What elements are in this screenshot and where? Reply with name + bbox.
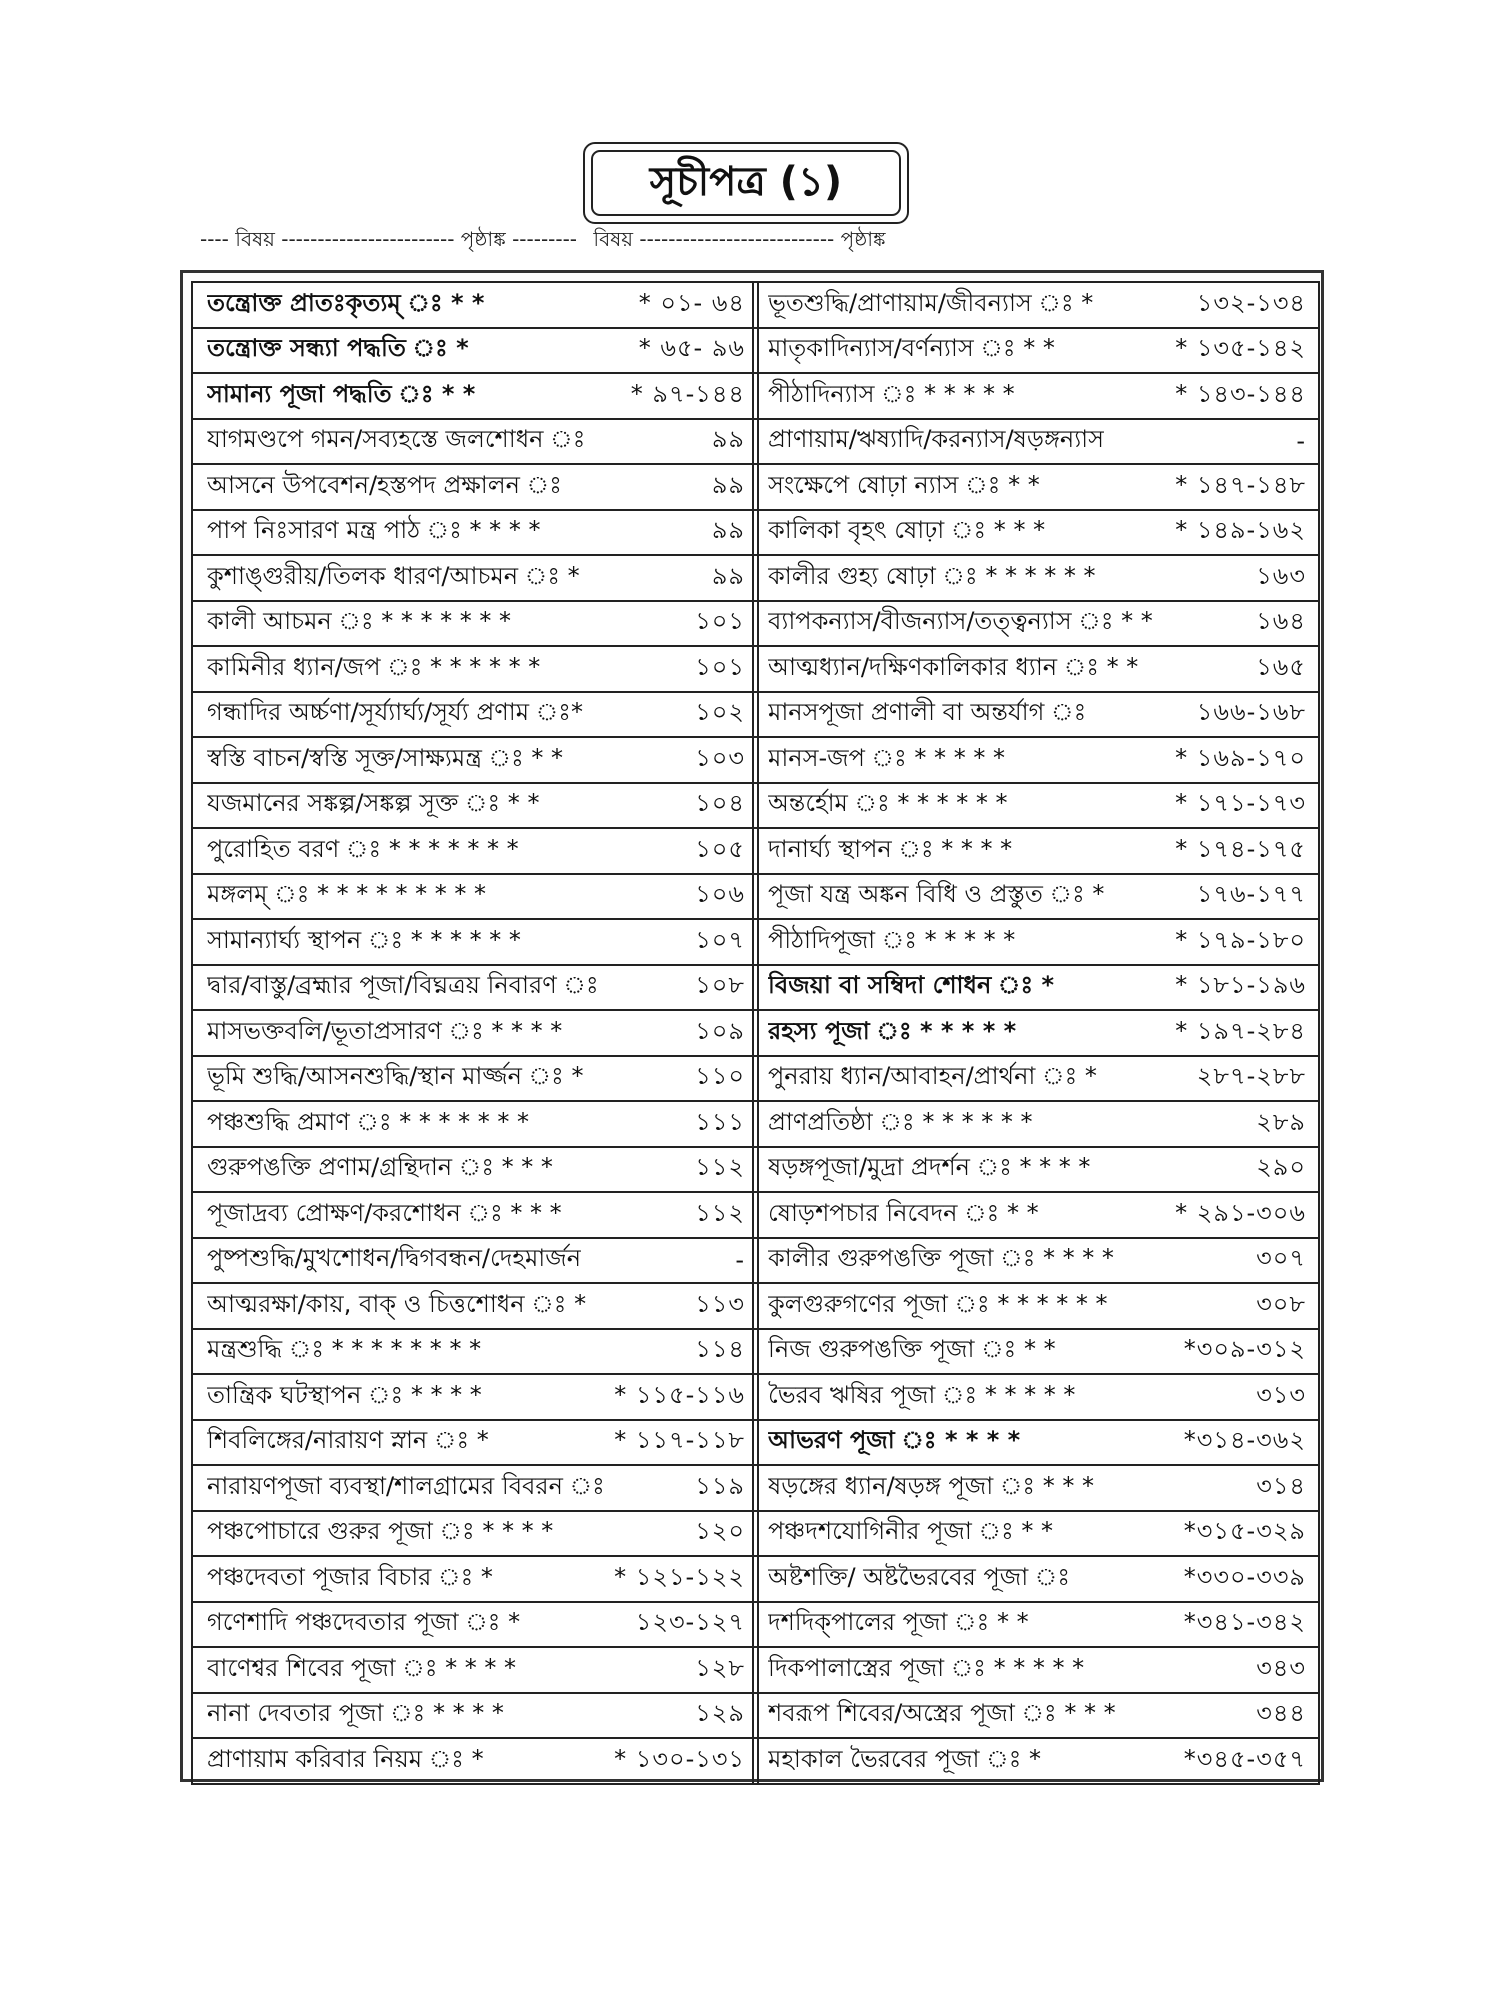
toc-row — [752, 964, 1320, 1010]
toc-entry-page: ১৬৩ — [1256, 561, 1306, 590]
toc-entry-label: দশদিক্পালের পূজা ঃ * * — [768, 1608, 1029, 1637]
toc-row — [752, 1419, 1320, 1465]
title-box — [583, 142, 909, 224]
toc-row — [752, 1555, 1320, 1601]
toc-row — [752, 554, 1320, 600]
toc-entry-label: প্রাণায়াম/ঋষ্যাদি/করন্যাস/ষড়ঙ্গন্যাস — [768, 425, 1104, 454]
toc-entry-label: তন্ত্রোক্ত প্রাতঃকৃত্যম্ ঃ * * — [207, 288, 485, 317]
toc-entry-page: * ১৭৪-১৭৫ — [1175, 834, 1306, 863]
toc-row — [752, 1737, 1320, 1785]
toc-entry-page: ২৮৭-২৮৮ — [1196, 1062, 1306, 1091]
toc-entry-label: পূজা যন্ত্র অঙ্কন বিধি ও প্রস্তুত ঃ * — [768, 880, 1105, 909]
toc-entry-page: ৯৯ — [711, 425, 745, 454]
toc-entry-page: ১০৭ — [695, 925, 745, 954]
toc-row — [191, 1055, 759, 1101]
toc-entry-label: মহাকাল ভৈরবের পূজা ঃ * — [768, 1744, 1042, 1773]
toc-entry-label: নারায়ণপূজা ব্যবস্থা/শালগ্রামের বিবরন ঃ — [207, 1471, 605, 1500]
toc-entry-page: ৩১৪ — [1256, 1471, 1306, 1500]
toc-entry-label: পূজাদ্রব্য প্রোক্ষণ/করশোধন ঃ * * * — [207, 1198, 562, 1227]
toc-entry-label: অষ্টশক্তি/ অষ্টভৈরবের পূজা ঃ — [768, 1562, 1071, 1591]
toc-row — [752, 1328, 1320, 1374]
toc-row — [191, 372, 759, 418]
toc-entry-page: ১০৪ — [695, 789, 745, 818]
toc-entry-label: ব্যাপকন্যাস/বীজন্যাস/তত্ত্বন্যাস ঃ * * — [768, 607, 1153, 636]
toc-entry-page: ১৬৬-১৬৮ — [1196, 698, 1306, 727]
toc-row — [752, 1055, 1320, 1101]
toc-row — [191, 281, 759, 327]
toc-entry-label: ভূমি শুদ্ধি/আসনশুদ্ধি/স্থান মার্জ্জন ঃ * — [207, 1062, 584, 1091]
toc-entry-label: ভৈরব ঋষির পূজা ঃ * * * * * — [768, 1380, 1076, 1409]
toc-row — [752, 1646, 1320, 1692]
toc-row — [191, 509, 759, 555]
toc-entry-label: ষোড়শপচার নিবেদন ঃ * * — [768, 1198, 1039, 1227]
toc-entry-label: পাপ নিঃসারণ মন্ত্র পাঠ ঃ * * * * — [207, 516, 541, 545]
toc-row — [191, 782, 759, 828]
toc-entry-page: ৩০৮ — [1256, 1289, 1306, 1318]
toc-entry-page: * ৯৭-১৪৪ — [630, 379, 745, 408]
toc-row — [191, 736, 759, 782]
toc-entry-page: ১০৫ — [695, 834, 745, 863]
toc-row — [191, 1100, 759, 1146]
toc-entry-page: ১২৮ — [695, 1653, 745, 1682]
column-header-left: ---- বিষয় ------------------------ পৃষ্ঠাঙ্ক --------- — [200, 227, 578, 251]
toc-entry-label: আত্মধ্যান/দক্ষিণকালিকার ধ্যান ঃ * * — [768, 652, 1139, 681]
toc-entry-label: পুনরায় ধ্যান/আবাহন/প্রার্থনা ঃ * — [768, 1062, 1097, 1091]
toc-entry-label: পঞ্চদশযোগিনীর পূজা ঃ * * — [768, 1517, 1054, 1546]
toc-entry-label: নানা দেবতার পূজা ঃ * * * * — [207, 1699, 504, 1728]
toc-entry-label: দ্বার/বাস্তু/ব্রহ্মার পূজা/বিঘ্নত্রয় নিবারণ ঃ — [207, 971, 599, 1000]
toc-row — [752, 1692, 1320, 1738]
toc-entry-label: ষড়ঙ্গের ধ্যান/ষড়ঙ্গ পূজা ঃ * * * — [768, 1471, 1094, 1500]
toc-entry-page: *৩৪১-৩৪২ — [1183, 1608, 1306, 1637]
toc-row — [752, 281, 1320, 327]
toc-row — [752, 1464, 1320, 1510]
toc-entry-page: * ২৯১-৩০৬ — [1175, 1198, 1306, 1227]
toc-row — [191, 554, 759, 600]
toc-entry-page: - — [735, 1246, 745, 1275]
contents-table — [180, 270, 1324, 1782]
toc-entry-label: বাণেশ্বর শিবের পূজা ঃ * * * * — [207, 1653, 517, 1682]
toc-entry-label: মঙ্গলম্ ঃ * * * * * * * * * — [207, 880, 487, 909]
toc-row — [191, 827, 759, 873]
toc-entry-label: দানার্ঘ্য স্থাপন ঃ * * * * — [768, 834, 1013, 863]
toc-row — [191, 1419, 759, 1465]
toc-row — [752, 600, 1320, 646]
toc-entry-label: শিবলিঙ্গের/নারায়ণ স্নান ঃ * — [207, 1426, 489, 1455]
toc-entry-label: যজমানের সঙ্কল্প/সঙ্কল্প সূক্ত ঃ * * — [207, 789, 540, 818]
toc-row — [752, 327, 1320, 373]
toc-entry-label: পীঠাদিপূজা ঃ * * * * * — [768, 925, 1016, 954]
toc-row — [752, 1100, 1320, 1146]
toc-row — [191, 1601, 759, 1647]
toc-row — [191, 918, 759, 964]
toc-row — [752, 918, 1320, 964]
toc-entry-page: * ১৭১-১৭৩ — [1175, 789, 1306, 818]
toc-entry-page: ১১৩ — [695, 1289, 745, 1318]
toc-entry-page: ১০২ — [695, 698, 745, 727]
toc-row — [752, 372, 1320, 418]
toc-entry-page: * ১৭৯-১৮০ — [1175, 925, 1306, 954]
toc-entry-label: সংক্ষেপে ষোঢ়া ন্যাস ঃ * * — [768, 470, 1040, 499]
toc-entry-label: নিজ গুরুপঙক্তি পূজা ঃ * * — [768, 1335, 1056, 1364]
toc-entry-page: ৯৯ — [711, 516, 745, 545]
toc-entry-page: ১২০ — [695, 1517, 745, 1546]
toc-entry-label: বিজয়া বা সম্বিদা শোধন ঃ * — [768, 971, 1055, 1000]
toc-entry-label: কুশাঙ্গুরীয়/তিলক ধারণ/আচমন ঃ * — [207, 561, 580, 590]
toc-row — [191, 1464, 759, 1510]
toc-entry-page: * ১৬৯-১৭০ — [1175, 743, 1306, 772]
toc-entry-label: গন্ধাদির অর্চ্চণা/সূর্য্যার্ঘ্য/সূর্য্য প্রণাম ঃ* — [207, 698, 583, 727]
toc-row — [191, 691, 759, 737]
column-header-right: বিষয় --------------------------- পৃষ্ঠাঙ্ক — [593, 227, 886, 251]
toc-entry-page: * ১৪৭-১৪৮ — [1175, 470, 1306, 499]
toc-entry-page: *৩০৯-৩১২ — [1183, 1335, 1306, 1364]
toc-entry-page: * ১৮১-১৯৬ — [1175, 971, 1306, 1000]
toc-row — [191, 964, 759, 1010]
toc-entry-label: শবরূপ শিবের/অস্ত্রের পূজা ঃ * * * — [768, 1699, 1116, 1728]
toc-entry-page: * ১৩৫-১৪২ — [1175, 334, 1306, 363]
toc-entry-page: ১১১ — [695, 1107, 745, 1136]
toc-entry-page: * ১১৫-১১৬ — [614, 1380, 745, 1409]
column-header — [200, 225, 1340, 261]
toc-row — [752, 736, 1320, 782]
toc-entry-label: স্বস্তি বাচন/স্বস্তি সূক্ত/সাক্ষ্যমন্ত্র ঃ * * — [207, 743, 564, 772]
toc-row — [191, 645, 759, 691]
toc-entry-page: * ১২১-১২২ — [614, 1562, 745, 1591]
toc-entry-label: আভরণ পূজা ঃ * * * * — [768, 1426, 1021, 1455]
toc-entry-page: ১০১ — [695, 652, 745, 681]
toc-entry-label: আসনে উপবেশন/হস্তপদ প্রক্ষালন ঃ — [207, 470, 562, 499]
toc-entry-label: রহস্য পূজা ঃ * * * * * — [768, 1016, 1017, 1045]
toc-entry-page: ১২৩-১২৭ — [635, 1608, 745, 1637]
toc-row — [752, 645, 1320, 691]
toc-entry-page: ১১৯ — [695, 1471, 745, 1500]
toc-row — [191, 1237, 759, 1283]
toc-row — [752, 1601, 1320, 1647]
toc-entry-page: *৩১৫-৩২৯ — [1183, 1517, 1306, 1546]
toc-entry-label: কামিনীর ধ্যান/জপ ঃ * * * * * * — [207, 652, 541, 681]
toc-row — [752, 509, 1320, 555]
toc-entry-label: ভূতশুদ্ধি/প্রাণায়াম/জীবন্যাস ঃ * — [768, 288, 1094, 317]
toc-row — [191, 1191, 759, 1237]
toc-row — [191, 463, 759, 509]
toc-row — [191, 1692, 759, 1738]
toc-entry-page: * ১৯৭-২৮৪ — [1175, 1016, 1306, 1045]
toc-row — [752, 1009, 1320, 1055]
toc-row — [191, 1555, 759, 1601]
toc-row — [752, 691, 1320, 737]
toc-entry-page: ৩৪৩ — [1256, 1653, 1306, 1682]
toc-entry-label: প্রাণায়াম করিবার নিয়ম ঃ * — [207, 1744, 484, 1773]
toc-entry-label: পঞ্চশুদ্ধি প্রমাণ ঃ * * * * * * * — [207, 1107, 530, 1136]
toc-row — [191, 1282, 759, 1328]
toc-entry-label: কুলগুরুগণের পূজা ঃ * * * * * * — [768, 1289, 1108, 1318]
toc-entry-label: গুরুপঙক্তি প্রণাম/গ্রন্থিদান ঃ * * * — [207, 1153, 553, 1182]
toc-row — [191, 1146, 759, 1192]
toc-entry-page: ১৭৬-১৭৭ — [1196, 880, 1306, 909]
toc-entry-page: ৩১৩ — [1256, 1380, 1306, 1409]
toc-entry-page: * ১৩০-১৩১ — [614, 1744, 745, 1773]
toc-row — [191, 1373, 759, 1419]
toc-entry-page: ৯৯ — [711, 470, 745, 499]
toc-entry-label: মন্ত্রশুদ্ধি ঃ * * * * * * * * — [207, 1335, 482, 1364]
toc-entry-page: *৩৪৫-৩৫৭ — [1183, 1744, 1306, 1773]
toc-row — [191, 873, 759, 919]
toc-entry-label: মাতৃকাদিন্যাস/বর্ণন্যাস ঃ * * — [768, 334, 1055, 363]
toc-entry-page: ৩০৭ — [1256, 1244, 1306, 1273]
toc-entry-label: কালী আচমন ঃ * * * * * * * — [207, 607, 512, 636]
toc-entry-page: ১৬৫ — [1256, 652, 1306, 681]
toc-entry-page: ১১২ — [695, 1198, 745, 1227]
toc-row — [752, 827, 1320, 873]
toc-entry-page: ৯৯ — [711, 561, 745, 590]
page-title: সূচীপত্র (১) — [649, 158, 843, 205]
toc-entry-page: ১১৪ — [695, 1335, 745, 1364]
toc-row — [752, 1510, 1320, 1556]
toc-entry-page: ১০১ — [695, 607, 745, 636]
toc-entry-label: গণেশাদি পঞ্চদেবতার পূজা ঃ * — [207, 1608, 521, 1637]
toc-entry-page: * ৬৫- ৯৬ — [638, 334, 745, 363]
toc-entry-label: কালীর গুরুপঙক্তি পূজা ঃ * * * * — [768, 1244, 1114, 1273]
toc-entry-label: ষড়ঙ্গপূজা/মুদ্রা প্রদর্শন ঃ * * * * — [768, 1153, 1091, 1182]
toc-entry-page: ৩৪৪ — [1256, 1699, 1306, 1728]
toc-entry-label: মাসভক্তবলি/ভূতাপ্রসারণ ঃ * * * * — [207, 1016, 563, 1045]
toc-entry-label: অন্তর্হোম ঃ * * * * * * — [768, 789, 1008, 818]
toc-entry-page: ১০৮ — [695, 971, 745, 1000]
toc-entry-page: ১০৯ — [695, 1016, 745, 1045]
toc-entry-page: * ১১৭-১১৮ — [614, 1426, 745, 1455]
toc-entry-page: ২৯০ — [1256, 1153, 1306, 1182]
toc-entry-label: কালিকা বৃহৎ ষোঢ়া ঃ * * * — [768, 516, 1046, 545]
toc-entry-label: পঞ্চদেবতা পূজার বিচার ঃ * — [207, 1562, 493, 1591]
toc-entry-page: *৩৩০-৩৩৯ — [1183, 1562, 1306, 1591]
toc-entry-page: - — [1296, 427, 1306, 456]
toc-row — [191, 1646, 759, 1692]
toc-row — [191, 1328, 759, 1374]
toc-entry-label: দিকপালাস্ত্রের পূজা ঃ * * * * * — [768, 1653, 1085, 1682]
toc-entry-label: মানসপূজা প্রণালী বা অন্তর্যাগ ঃ — [768, 698, 1087, 727]
toc-entry-page: ১২৯ — [695, 1699, 745, 1728]
toc-entry-page: ১০৩ — [695, 743, 745, 772]
toc-entry-label: পীঠাদিন্যাস ঃ * * * * * — [768, 379, 1015, 408]
toc-entry-label: প্রাণপ্রতিষ্ঠা ঃ * * * * * * — [768, 1107, 1033, 1136]
toc-entry-label: তন্ত্রোক্ত সন্ধ্যা পদ্ধতি ঃ * — [207, 334, 469, 363]
toc-row — [752, 1146, 1320, 1192]
toc-entry-label: মানস-জপ ঃ * * * * * — [768, 743, 1005, 772]
toc-entry-label: পুষ্পশুদ্ধি/মুখশোধন/দ্বিগবন্ধন/দেহমার্জন — [207, 1244, 582, 1273]
toc-entry-label: তান্ত্রিক ঘটস্থাপন ঃ * * * * — [207, 1380, 482, 1409]
toc-row — [752, 1237, 1320, 1283]
toc-entry-label: সামান্য পূজা পদ্ধতি ঃ * * — [207, 379, 476, 408]
toc-row — [191, 1737, 759, 1785]
toc-row — [191, 1510, 759, 1556]
toc-row — [191, 418, 759, 464]
toc-entry-page: *৩১৪-৩৬২ — [1183, 1426, 1306, 1455]
toc-row — [752, 1282, 1320, 1328]
toc-row — [752, 1191, 1320, 1237]
toc-row — [752, 463, 1320, 509]
toc-row — [191, 1009, 759, 1055]
toc-entry-page: * ১৪৯-১৬২ — [1175, 516, 1306, 545]
toc-row — [752, 1373, 1320, 1419]
toc-row — [191, 600, 759, 646]
toc-entry-label: কালীর গুহ্য ষোঢ়া ঃ * * * * * * — [768, 561, 1096, 590]
toc-entry-page: ১৩২-১৩৪ — [1196, 288, 1306, 317]
toc-row — [191, 327, 759, 373]
toc-entry-page: ১১০ — [695, 1062, 745, 1091]
toc-row — [752, 873, 1320, 919]
toc-entry-label: পুরোহিত বরণ ঃ * * * * * * * — [207, 834, 519, 863]
title-inner-frame — [591, 150, 901, 216]
toc-entry-label: পঞ্চপোচারে গুরুর পূজা ঃ * * * * — [207, 1517, 554, 1546]
toc-entry-label: সামান্যার্ঘ্য স্থাপন ঃ * * * * * * — [207, 925, 521, 954]
toc-entry-label: আত্মরক্ষা/কায়, বাক্ ও চিত্তশোধন ঃ * — [207, 1289, 587, 1318]
toc-entry-label: যাগমণ্ডপে গমন/সব্যহস্তে জলশোধন ঃ — [207, 425, 586, 454]
toc-entry-page: * ১৪৩-১৪৪ — [1175, 379, 1306, 408]
left-column — [191, 281, 759, 1785]
toc-row — [752, 782, 1320, 828]
right-column — [752, 281, 1320, 1785]
toc-row — [752, 418, 1320, 464]
toc-entry-page: ২৮৯ — [1256, 1107, 1306, 1136]
toc-entry-page: * ০১- ৬৪ — [638, 288, 745, 317]
toc-entry-page: ১১২ — [695, 1153, 745, 1182]
toc-entry-page: ১৬৪ — [1256, 607, 1306, 636]
toc-entry-page: ১০৬ — [695, 880, 745, 909]
